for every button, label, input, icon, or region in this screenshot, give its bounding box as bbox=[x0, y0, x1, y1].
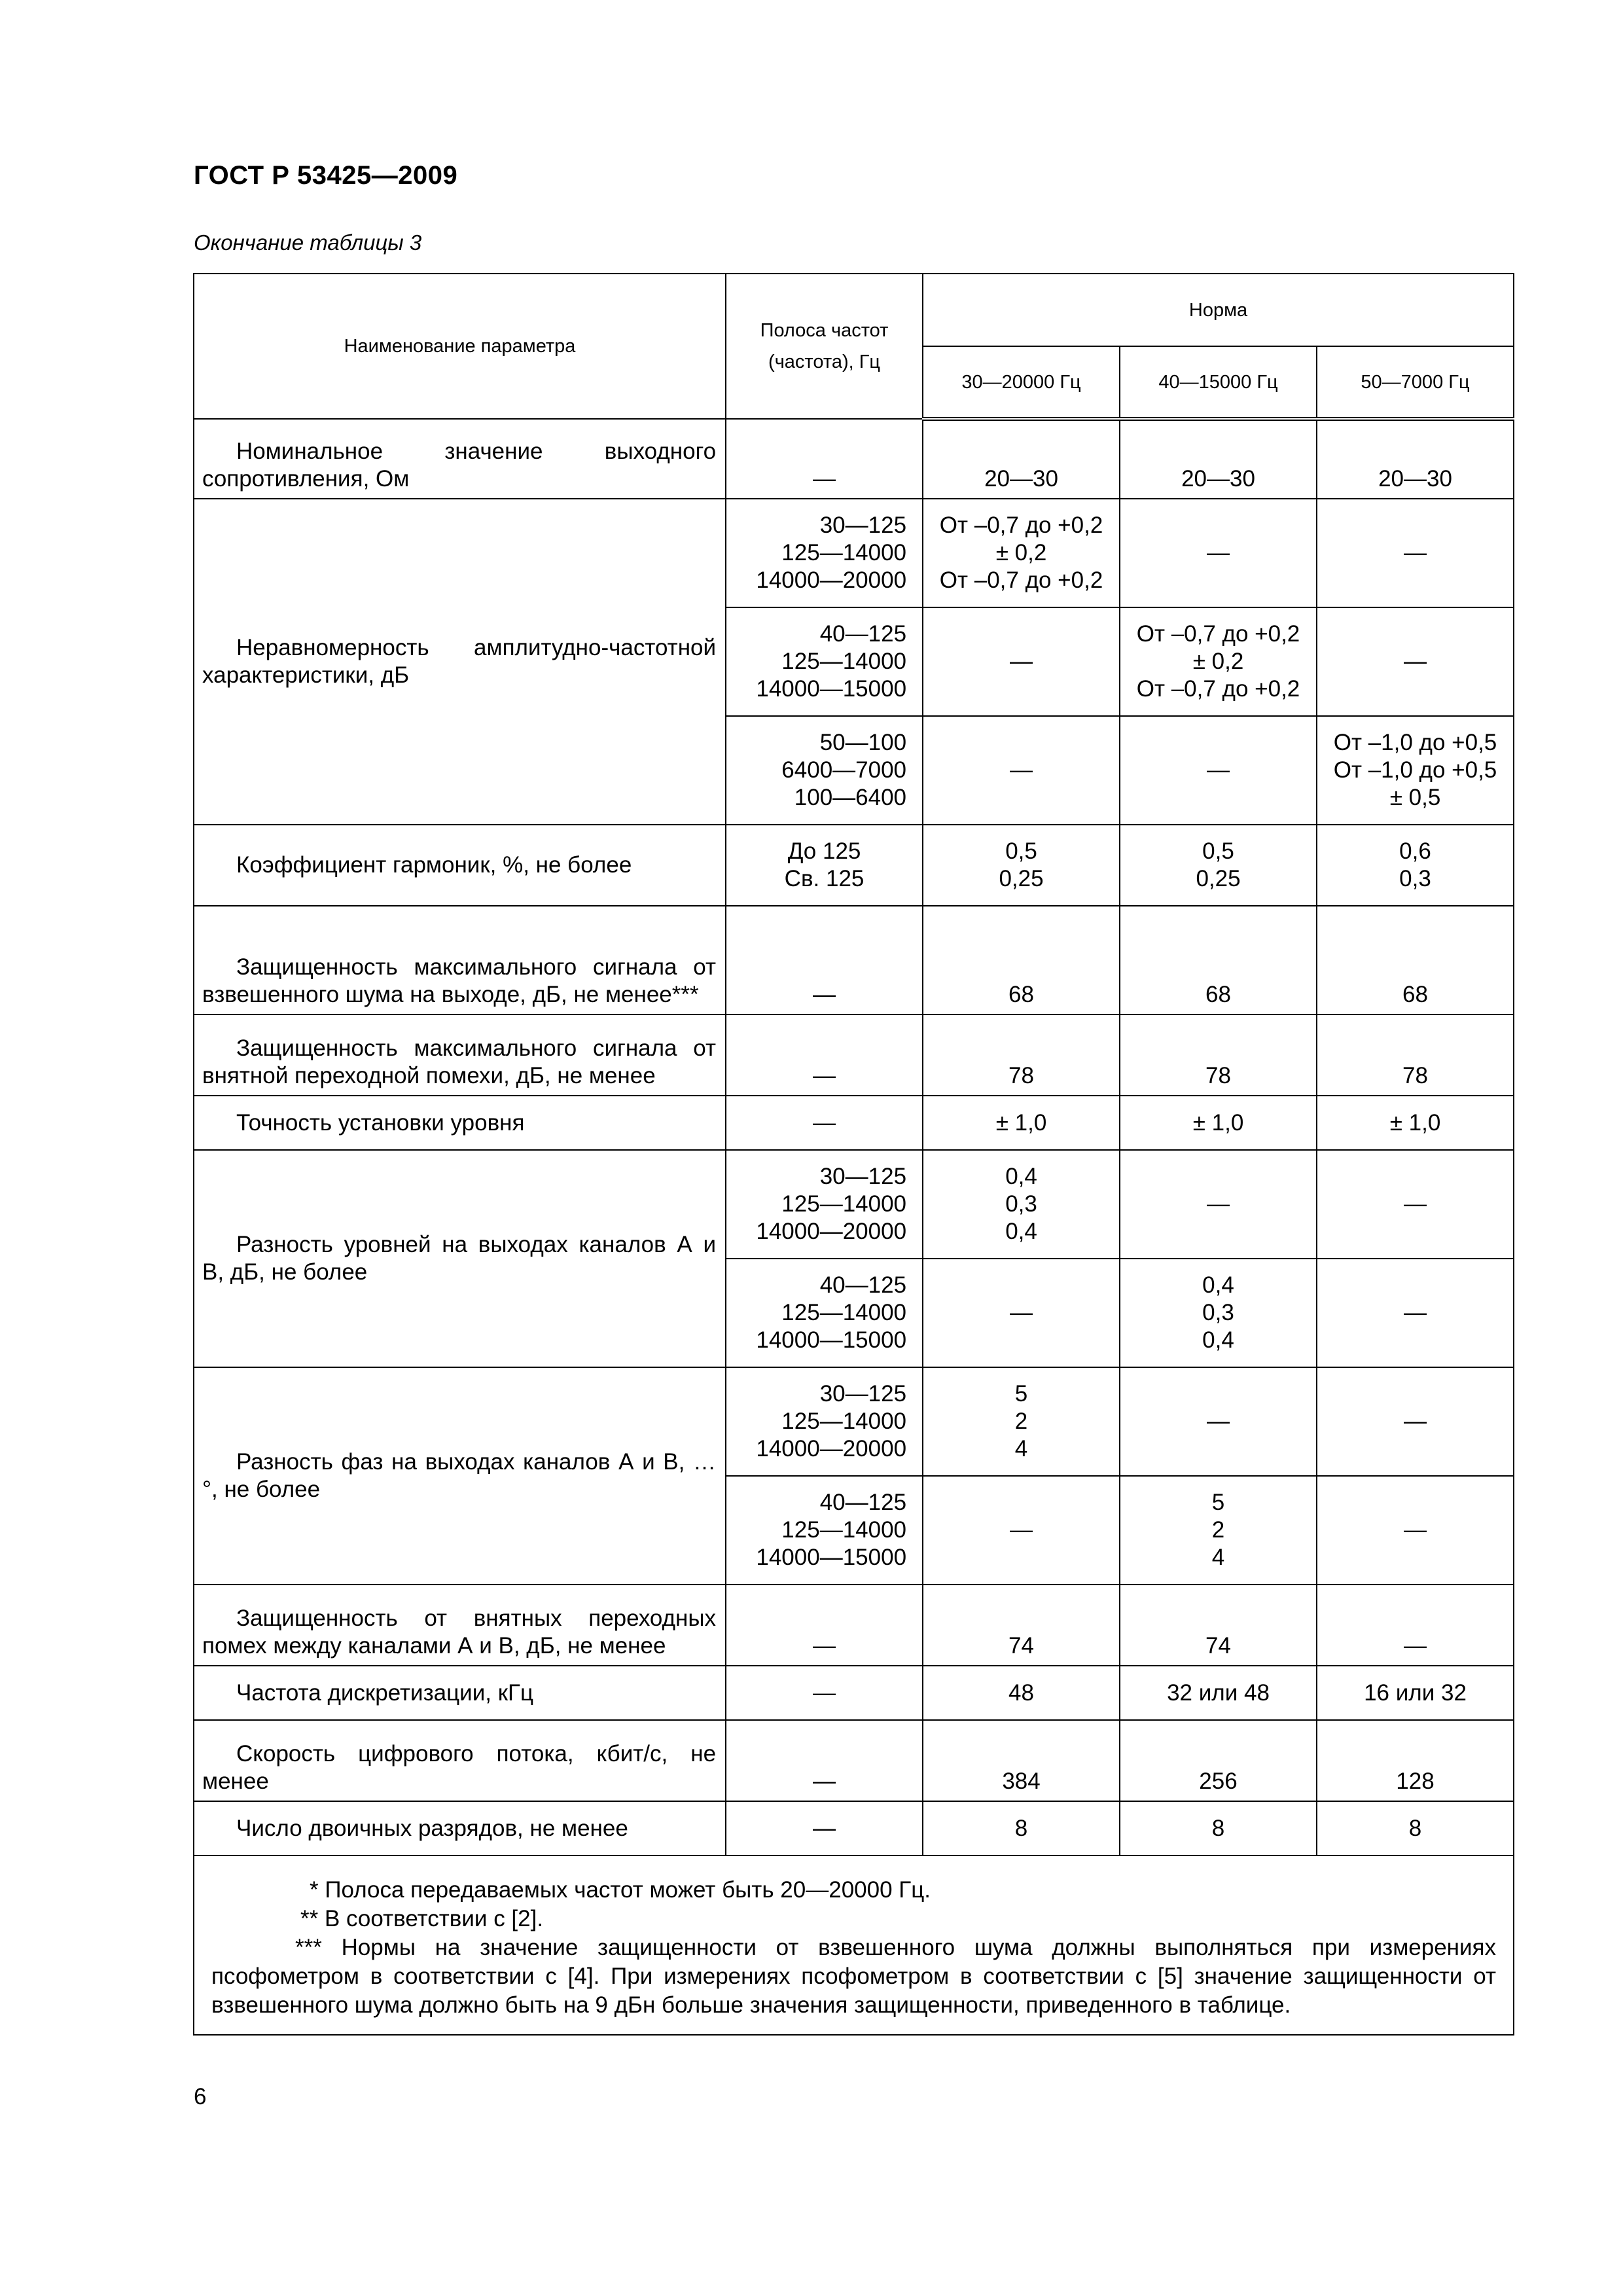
value-cell: — bbox=[1317, 1150, 1514, 1259]
value-cell: — bbox=[1120, 716, 1317, 825]
band-cell: — bbox=[726, 1801, 923, 1856]
value-cell: 8 bbox=[1120, 1801, 1317, 1856]
value-cell: 74 bbox=[923, 1585, 1120, 1666]
value-cell: — bbox=[1317, 1259, 1514, 1367]
table-row bbox=[194, 906, 1514, 1014]
notes-row bbox=[194, 1856, 1514, 2035]
band-cell: 30—125 125—14000 14000—20000 bbox=[726, 1367, 923, 1476]
value-cell: ± 1,0 bbox=[923, 1096, 1120, 1150]
value-cell: ± 1,0 bbox=[1120, 1096, 1317, 1150]
table-row bbox=[194, 1150, 1514, 1259]
band-cell: До 125 Св. 125 bbox=[726, 825, 923, 906]
table-row bbox=[194, 499, 1514, 607]
value-cell: 0,6 0,3 bbox=[1317, 825, 1514, 906]
value-cell: ± 1,0 bbox=[1317, 1096, 1514, 1150]
param-label: Частота дискретизации, кГц bbox=[194, 1666, 726, 1720]
header-col2: 40—15000 Гц bbox=[1120, 346, 1317, 419]
param-label: Число двоичных разрядов, не менее bbox=[194, 1801, 726, 1856]
value-cell: — bbox=[1120, 1367, 1317, 1476]
value-cell: 8 bbox=[1317, 1801, 1514, 1856]
band-cell: — bbox=[726, 906, 923, 1014]
value-cell: 74 bbox=[1120, 1585, 1317, 1666]
value-cell: 0,5 0,25 bbox=[923, 825, 1120, 906]
value-cell: 256 bbox=[1120, 1720, 1317, 1801]
param-label: Неравномерность амплитудно-частотной характеристики, дБ bbox=[194, 499, 726, 825]
value-cell: — bbox=[1317, 1585, 1514, 1666]
header-norm: Норма bbox=[923, 274, 1514, 346]
table-row bbox=[194, 1720, 1514, 1801]
value-cell: От –0,7 до +0,2 ± 0,2 От –0,7 до +0,2 bbox=[923, 499, 1120, 607]
note-2: ** В соответствии с [2]. bbox=[300, 1906, 544, 1931]
band-cell: 30—125 125—14000 14000—20000 bbox=[726, 1150, 923, 1259]
band-cell: — bbox=[726, 1096, 923, 1150]
band-cell: — bbox=[726, 1666, 923, 1720]
value-cell: — bbox=[1120, 1150, 1317, 1259]
value-cell: — bbox=[1317, 607, 1514, 716]
value-cell: 0,4 0,3 0,4 bbox=[1120, 1259, 1317, 1367]
band-cell: 40—125 125—14000 14000—15000 bbox=[726, 1476, 923, 1585]
band-cell: — bbox=[726, 1014, 923, 1096]
value-cell: 20—30 bbox=[1317, 419, 1514, 499]
param-label: Защищенность максимального сигнала от взвешенного шума на выходе, дБ, не менее*** bbox=[194, 906, 726, 1014]
param-label: Коэффициент гармоник, %, не более bbox=[194, 825, 726, 906]
value-cell: — bbox=[923, 1259, 1120, 1367]
value-cell: 5 2 4 bbox=[923, 1367, 1120, 1476]
note-1: * Полоса передаваемых частот может быть 20—20000 Гц. bbox=[310, 1877, 931, 1903]
value-cell: — bbox=[1317, 499, 1514, 607]
table-row bbox=[194, 1367, 1514, 1476]
value-cell: 68 bbox=[1317, 906, 1514, 1014]
band-cell: 50—100 6400—7000 100—6400 bbox=[726, 716, 923, 825]
param-label: Защищенность максимального сигнала от внятной переходной помехи, дБ, не менее bbox=[194, 1014, 726, 1096]
table-row bbox=[194, 825, 1514, 906]
table-row bbox=[194, 1585, 1514, 1666]
value-cell: — bbox=[1317, 1476, 1514, 1585]
value-cell: — bbox=[1120, 499, 1317, 607]
header-band: Полоса частот (частота), Гц bbox=[726, 274, 923, 419]
document-header: ГОСТ Р 53425—2009 bbox=[194, 161, 458, 190]
value-cell: 68 bbox=[1120, 906, 1317, 1014]
table-row bbox=[194, 419, 1514, 499]
parameters-table bbox=[193, 273, 1514, 2036]
value-cell: 8 bbox=[923, 1801, 1120, 1856]
band-cell: 30—125 125—14000 14000—20000 bbox=[726, 499, 923, 607]
value-cell: 20—30 bbox=[923, 419, 1120, 499]
value-cell: 48 bbox=[923, 1666, 1120, 1720]
param-label: Защищенность от внятных переходных помех между каналами А и В, дБ, не менее bbox=[194, 1585, 726, 1666]
table-row bbox=[194, 1014, 1514, 1096]
band-cell: — bbox=[726, 419, 923, 499]
note-3: *** Нормы на значение защищенности от взвешенного шума должны выполняться при измерениях псофометром в соответствии с [4]. При измерениях псофометром в соответствии с [5] значение защищенности от взвешенного шума должно быть на 9 дБн больше значения защищенности, приведенного в таблице. bbox=[211, 1935, 1496, 2018]
value-cell: — bbox=[923, 607, 1120, 716]
value-cell: 0,4 0,3 0,4 bbox=[923, 1150, 1120, 1259]
header-col3: 50—7000 Гц bbox=[1317, 346, 1514, 419]
value-cell: 384 bbox=[923, 1720, 1120, 1801]
table-caption: Окончание таблицы 3 bbox=[194, 230, 422, 255]
value-cell: От –0,7 до +0,2 ± 0,2 От –0,7 до +0,2 bbox=[1120, 607, 1317, 716]
value-cell: От –1,0 до +0,5 От –1,0 до +0,5 ± 0,5 bbox=[1317, 716, 1514, 825]
value-cell: 128 bbox=[1317, 1720, 1514, 1801]
value-cell: 5 2 4 bbox=[1120, 1476, 1317, 1585]
value-cell: — bbox=[923, 716, 1120, 825]
header-param: Наименование параметра bbox=[194, 274, 726, 419]
value-cell: 0,5 0,25 bbox=[1120, 825, 1317, 906]
table-row bbox=[194, 1801, 1514, 1856]
param-label: Точность установки уровня bbox=[194, 1096, 726, 1150]
band-cell: — bbox=[726, 1720, 923, 1801]
value-cell: 78 bbox=[1317, 1014, 1514, 1096]
page-number: 6 bbox=[194, 2084, 207, 2109]
value-cell: — bbox=[923, 1476, 1120, 1585]
value-cell: — bbox=[1317, 1367, 1514, 1476]
param-label: Скорость цифрового потока, кбит/с, не менее bbox=[194, 1720, 726, 1801]
value-cell: 20—30 bbox=[1120, 419, 1317, 499]
band-cell: 40—125 125—14000 14000—15000 bbox=[726, 1259, 923, 1367]
band-cell: 40—125 125—14000 14000—15000 bbox=[726, 607, 923, 716]
band-cell: — bbox=[726, 1585, 923, 1666]
header-col1: 30—20000 Гц bbox=[923, 346, 1120, 419]
param-label: Разность фаз на выходах каналов А и В, …°, не более bbox=[194, 1367, 726, 1585]
value-cell: 78 bbox=[1120, 1014, 1317, 1096]
table-notes bbox=[194, 1856, 1514, 2035]
table-row bbox=[194, 1096, 1514, 1150]
param-label: Номинальное значение выходного сопротивления, Ом bbox=[194, 419, 726, 499]
value-cell: 32 или 48 bbox=[1120, 1666, 1317, 1720]
value-cell: 78 bbox=[923, 1014, 1120, 1096]
value-cell: 16 или 32 bbox=[1317, 1666, 1514, 1720]
table-row bbox=[194, 1666, 1514, 1720]
param-label: Разность уровней на выходах каналов А и В, дБ, не более bbox=[194, 1150, 726, 1367]
value-cell: 68 bbox=[923, 906, 1120, 1014]
